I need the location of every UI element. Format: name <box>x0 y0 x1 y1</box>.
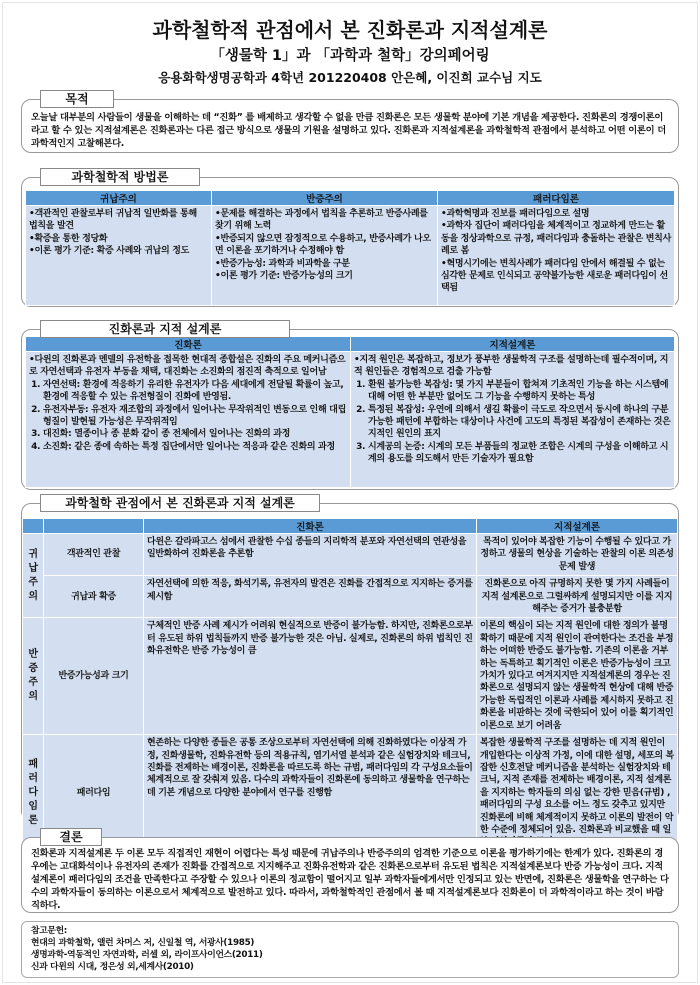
comparison-section <box>21 503 679 835</box>
list-item: •확증을 통한 정당화 <box>29 233 108 244</box>
induction-cell <box>26 206 212 306</box>
purpose-section <box>21 99 679 153</box>
design-cell: 진화론으로 아직 규명하지 못한 몇 가지 사례들이 지적 설계론으로 그럴싸하게 설명되지만 이를 지지해주는 증거가 불충분함 <box>477 576 678 618</box>
purpose-heading: 목적 <box>40 90 114 108</box>
list-item: 3. 대진화: 멸종이나 종 분화 같이 종 전체에서 일어나는 진화의 과정 <box>43 428 347 440</box>
references-section <box>21 921 679 978</box>
methodology-section <box>21 177 679 307</box>
list-item: •객관적인 관찰로부터 귀납적 일반화를 통해 법칙을 발견 <box>29 209 197 232</box>
col-design: 지적설계론 <box>477 519 678 534</box>
conclusion-section <box>21 837 679 913</box>
references-heading: 참고문헌: <box>31 926 68 936</box>
design-cell: 이론의 핵심이 되는 지적 원인에 대한 정의가 불명확하기 때문에 지적 원인이 관여한다는 조건을 부정하는 어떠한 반증도 불가능함. 기존의 이론을 거부하는 독특하고 획기적인 이론은 반증가능성이 크고 가치가 있다고 여겨지지만 지적설계론의 경우는 진화론으로 설명되지 않는 생물학적 현상에 대해 반증가능한 독립적인 이론과 사례를 제시하지 못하고 진화론을 비판하는 것에 국한되어 있어 이를 획기적인 이론으로 보기 어려움 <box>477 618 678 735</box>
page-title: 과학철학적 관점에서 본 진화론과 지적설계론 <box>152 18 548 42</box>
row-label: 패러다임 <box>44 735 144 852</box>
col-falsification: 반증주의 <box>212 191 438 206</box>
paradigm-cell <box>438 206 675 306</box>
list-item: 3. 시계공의 논증: 시계의 모든 부품들의 정교한 조합은 시계의 구성을 이해하고 시계의 용도를 의도해서 만든 기술자가 필요함 <box>368 441 671 466</box>
list-item: •이론 평가 기준: 확증 사례와 귀납의 정도 <box>29 246 190 257</box>
methodology-heading: 과학철학적 방법론 <box>40 168 200 186</box>
list-item: •문제를 해결하는 과정에서 법칙을 추론하고 반증사례를 찾기 위해 노력 <box>215 209 428 232</box>
row-label: 귀납과 확증 <box>44 576 144 618</box>
design-cell: 복잡한 생물학적 구조를 설명하는 데 지적 원인이 개입한다는 이상적 가정, 이에 대한 설명, 세포의 복잡한 신호전달 메커니즘을 분석하는 실험장치와 테크닉, 지적 존재를 전제하는 배경이론, 지적 설계론을 지지하는 학자들의 의심 없는 강한 믿음(규범) , 패러다임의 구성 요소를 어느 정도 갖추고 있지만 진화론에 비해 체계적이지 못하고 이론의 발전이 악한 수준에 정체되어 있음. 진화론과 비교했을 때 일 <box>477 735 678 852</box>
col-induction: 귀납주의 <box>26 191 212 206</box>
col-evolution: 진화론 <box>26 337 351 352</box>
list-item: 2. 특정된 복잡성: 우연에 의해서 생길 확률이 극도로 작으면서 동시에 하나의 구분 가능한 패턴에 부합하는 대상이나 사건에 고도의 특정된 복잡성이 존재하는 것은 지적인 원인의 표지 <box>368 404 671 441</box>
theories-table <box>25 336 675 488</box>
list-item: •과학자 집단이 패러다임을 체계적이고 정교하게 만드는 활동을 정상과학으로 규정, 패러다임과 충돌하는 관찰은 변칙사례로 봄 <box>441 221 671 257</box>
list-item: 1. 환원 불가능한 복잡성: 몇 가지 부분들이 합쳐져 기초적인 기능을 하는 시스템에 대해 어떤 한 부분만 없어도 그 기능을 수행하지 못하는 특성 <box>368 379 671 404</box>
evolution-cell: 자연선택에 의한 적응, 화석기록, 유전자의 발견은 진화를 간접적으로 지지하는 증거를 제시함 <box>144 576 477 618</box>
comparison-heading: 과학철학 관점에서 본 진화론과 지적 설계론 <box>40 494 320 512</box>
conclusion-heading: 결론 <box>40 828 102 846</box>
list-item: •과학혁명과 진보를 패러다임으로 설명 <box>441 209 590 219</box>
page-subtitle: 「생물학 1」과 「과학과 철학」강의페어링 <box>210 48 490 64</box>
author-line: 응용화학생명공학과 4학년 201220408 안은혜, 이진희 교수님 지도 <box>158 70 542 85</box>
group-induction <box>23 534 44 618</box>
design-intro: •지적 원인은 복잡하고, 정보가 풍부한 생물학적 구조를 설명하는데 필수적이며, 지적 원인들은 경험적으로 검출 가능함 <box>354 355 669 378</box>
list-item: •혁명시기에는 변칙사례가 패러다임 안에서 해결될 수 없는 심각한 문제로 인식되고 공약불가능한 새로운 패러다임이 선택됨 <box>441 258 668 294</box>
conclusion-text: 진화론과 지적설계론 두 이론 모두 직접적인 재현이 어렵다는 특성 때문에 귀납주의나 반증주의의 엄격한 기준으로 이론을 평가하기에는 한계가 있다. 진화론의 경우에는 고대화석이나 유전자의 존재가 진화를 간접적으로 지지해주고 진화유전학과 같은 진화론으로부터 유도된 법칙은 지적설계론보다 반증 가능성이 크다. 지적설계론이 패러다임의 조건을 만족한다고 주장할 수 있으나 이론의 정교함이 떨어지고 일부 과학자들에게서만 인정되고 있는 반면에, 진화론은 생물학을 연구하는 다수의 과학자들이 동의하는 이론으로서 체계적으로 발전하고 있다. 따라서, 과학철학적인 관점에서 볼 때 지적설계론보다 진화론이 더 과학적이라고 하는 것이 바람직하다. <box>31 848 669 911</box>
list-item: 1. 자연선택: 환경에 적응하기 유리한 유전자가 다음 세대에게 전달될 확률이 높고, 환경에 적응할 수 있는 유전형질이 진화에 반영됨. <box>43 379 347 404</box>
evolution-cell: 구체적인 반증 사례 제시가 어려워 현실적으로 반증이 불가능함. 하지만, 진화론으로부터 유도된 하위 법칙들까지 반증 불가능한 것은 아님. 실제로, 진화론의 하위 법칙인 진화유전학은 반증 가능성이 큼 <box>144 618 477 735</box>
list-item: 4. 소진화: 같은 종에 속하는 특정 집단에서만 일어나는 적응과 같은 진화의 과정 <box>43 441 347 453</box>
evolution-cell <box>26 352 351 488</box>
evolution-cell: 다윈은 갈라파고스 섬에서 관찰한 수십 종들의 지리학적 분포와 자연선택의 연관성을 일반화하여 진화론을 추론함 <box>144 534 477 576</box>
list-item: •이론 평가 기준: 반증가능성의 크기 <box>215 271 353 282</box>
list-item: •반증되지 않으면 잠정적으로 수용하고, 반증사례가 나오면 이론을 포기하거나 수정해야 함 <box>215 233 431 257</box>
theories-section <box>21 329 679 490</box>
col-evolution: 진화론 <box>144 519 477 534</box>
list-item: •반증가능성: 과학과 비과학을 구분 <box>215 258 350 269</box>
group-label: 반증주의 <box>28 649 38 703</box>
falsification-cell <box>212 206 438 306</box>
purpose-text: 오늘날 대부분의 사람들이 생물을 이해하는 데 “진화” 를 배제하고 생각할 수 없을 만큼 진화론은 모든 생물학 분야에 기본 개념을 제공한다. 진화론의 경쟁이론이라고 할 수 있는 지적설계론은 진화론과는 다른 접근 방식으로 생물의 기원을 설명하고 있다. 진화론과 지적설계론을 과학철학적 관점에서 분석하고 어떤 이론이 더 과학적인지 고찰해본다. <box>31 112 666 149</box>
evolution-cell: 현존하는 다양한 종들은 공통 조상으로부터 자연선택에 의해 진화하였다는 이상적 가정, 진화생물학, 진화유전학 등의 적용규칙, 염기서열 분석과 같은 실험장치와 테크닉, 진화를 전제하는 배경이론, 진화론을 따르도록 하는 규범, 패러다임의 각 구성요소들이 체계적으로 잘 갖춰져 있음. 다수의 과학자들이 진화론에 동의하고 생물학을 연구하는 데 기본 개념으로 다양한 분야에서 연구를 진행함 <box>144 735 477 852</box>
header-blank <box>44 519 144 534</box>
methodology-table <box>25 190 675 306</box>
theories-heading: 진화론과 지적 설계론 <box>40 320 290 338</box>
group-falsification <box>23 618 44 735</box>
comparison-table <box>22 518 678 852</box>
col-paradigm: 패러다임론 <box>438 191 675 206</box>
reference-item: 신과 다윈의 시대, 정은성 외,세계사(2010) <box>31 962 194 972</box>
row-label: 객관적인 관찰 <box>44 534 144 576</box>
col-design: 지적설계론 <box>351 337 675 352</box>
reference-item: 현대의 과학철학, 앨런 차머스 저, 신일철 역, 서광사(1985) <box>31 938 255 948</box>
design-cell: 목적이 있어야 복잡한 기능이 수행될 수 있다고 가정하고 생물의 현상을 기술하는 관찰의 이론 의존성 문제 발생 <box>477 534 678 576</box>
header-blank <box>23 519 44 534</box>
evolution-intro: •다윈의 진화론과 멘델의 유전학을 접목한 현대적 종합설은 진화의 주요 메커니즘으로 자연선택과 유전자 부동을 채택, 대진화는 소진화의 점진적 축적으로 일어남 <box>29 355 346 378</box>
row-label: 반증가능성과 크기 <box>44 618 144 735</box>
group-label: 패러다임론 <box>28 758 38 826</box>
design-cell <box>351 352 675 488</box>
list-item: 2. 유전자부동: 유전자 재조합의 과정에서 일어나는 무작위적인 변동으로 인해 대립형질이 발현될 가능성은 무작위적임 <box>43 404 347 429</box>
reference-item: 생명과학-역동적인 자연과학, 러셀 외, 라이프사이언스(2011) <box>31 950 263 960</box>
group-label: 귀납주의 <box>28 548 38 602</box>
